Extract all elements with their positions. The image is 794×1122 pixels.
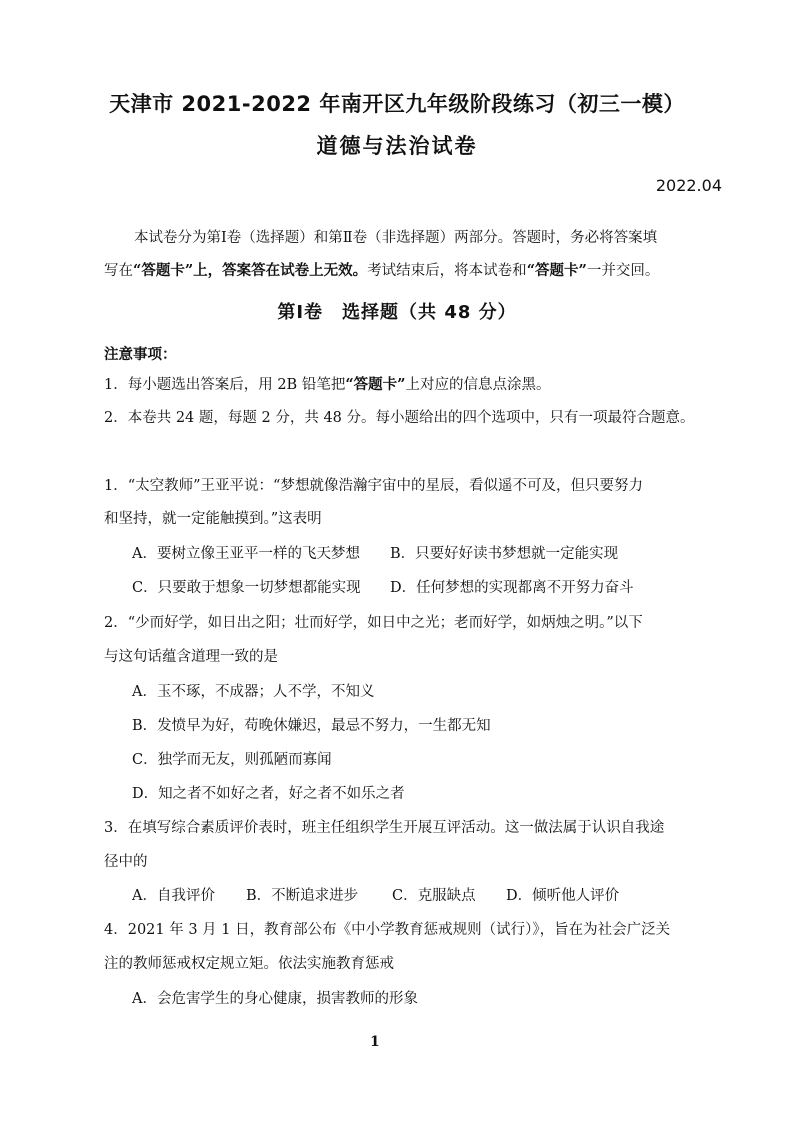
option-d: D．倾听他人评价 [506,888,620,904]
intro-text: 写在 [104,263,133,279]
exam-title: 天津市 2021-2022 年南开区九年级阶段练习（初三一模） [109,92,685,116]
notice-item-1 [104,373,551,394]
intro-line-2 [104,259,659,280]
question-stem: 4．2021 年 3 月 1 日，教育部公布《中小学教育惩戒规则（试行）》，旨在为社会广泛关 [104,922,671,938]
option-a: A．要树立像王亚平一样的飞天梦想 [132,546,360,562]
section-title: 第Ⅰ卷 选择题（共 48 分） [277,302,517,323]
question-stem: 径中的 [104,854,148,870]
exam-date: 2022.04 [655,176,722,195]
option-d: D．任何梦想的实现都离不开努力奋斗 [390,580,634,596]
question-stem: 和坚持，就一定能触摸到。”这表明 [104,511,322,527]
intro-text: 考试结束后，将本试卷和 [367,263,527,279]
exam-subtitle: 道德与法治试卷 [316,134,478,158]
notice-item-2: 2．本卷共 24 题，每题 2 分，共 48 分。每小题给出的四个选项中，只有一项最符合题意。 [104,410,695,426]
question-stem: 3．在填写综合素质评价表时，班主任组织学生开展互评活动。这一做法属于认识自我途 [104,820,665,836]
option-a: A．会危害学生的身心健康，损害教师的形象 [132,991,418,1007]
option-a: A．玉不琢，不成器；人不学，不知义 [132,684,375,700]
option-b: B．发愤早为好，苟晚休嫌迟，最忌不努力，一生都无知 [132,718,491,734]
notice-text: 1．每小题选出答案后，用 2B 铅笔把 [104,377,346,393]
notice-title: 注意事项： [104,347,177,363]
option-a: A．自我评价 [132,888,215,904]
question-stem: 2．“少而好学，如日出之阳；壮而好学，如日中之光；老而好学，如炳烛之明。”以下 [104,615,643,631]
option-c: C．独学而无友，则孤陋而寡闻 [132,752,332,768]
question-stem: 与这句话蕴含道理一致的是 [104,649,278,665]
option-c: C．只要敢于想象一切梦想都能实现 [132,580,361,596]
option-b: B．只要好好读书梦想就一定能实现 [390,546,619,562]
option-b: B．不断追求进步 [246,888,359,904]
notice-text: 上对应的信息点涂黑。 [405,377,551,393]
intro-bold: “答题卡” [526,262,587,279]
option-d: D．知之者不如好之者，好之者不如乐之者 [132,786,405,802]
page-number: 1 [370,1034,380,1050]
question-stem: 1．“太空教师”王亚平说：“梦想就像浩瀚宇宙中的星辰，看似遥不可及，但只要努力 [104,478,643,494]
question-stem: 注的教师惩戒权定规立矩。依法实施教育惩戒 [104,956,394,972]
intro-bold: “答题卡”上，答案答在试卷上无效。 [133,262,368,279]
option-c: C．克服缺点 [392,888,476,904]
notice-bold: “答题卡” [345,376,406,393]
intro-line-1: 本试卷分为第Ⅰ卷（选择题）和第Ⅱ卷（非选择题）两部分。答题时，务必将答案填 [134,230,658,246]
intro-text: 一并交回。 [586,263,660,279]
